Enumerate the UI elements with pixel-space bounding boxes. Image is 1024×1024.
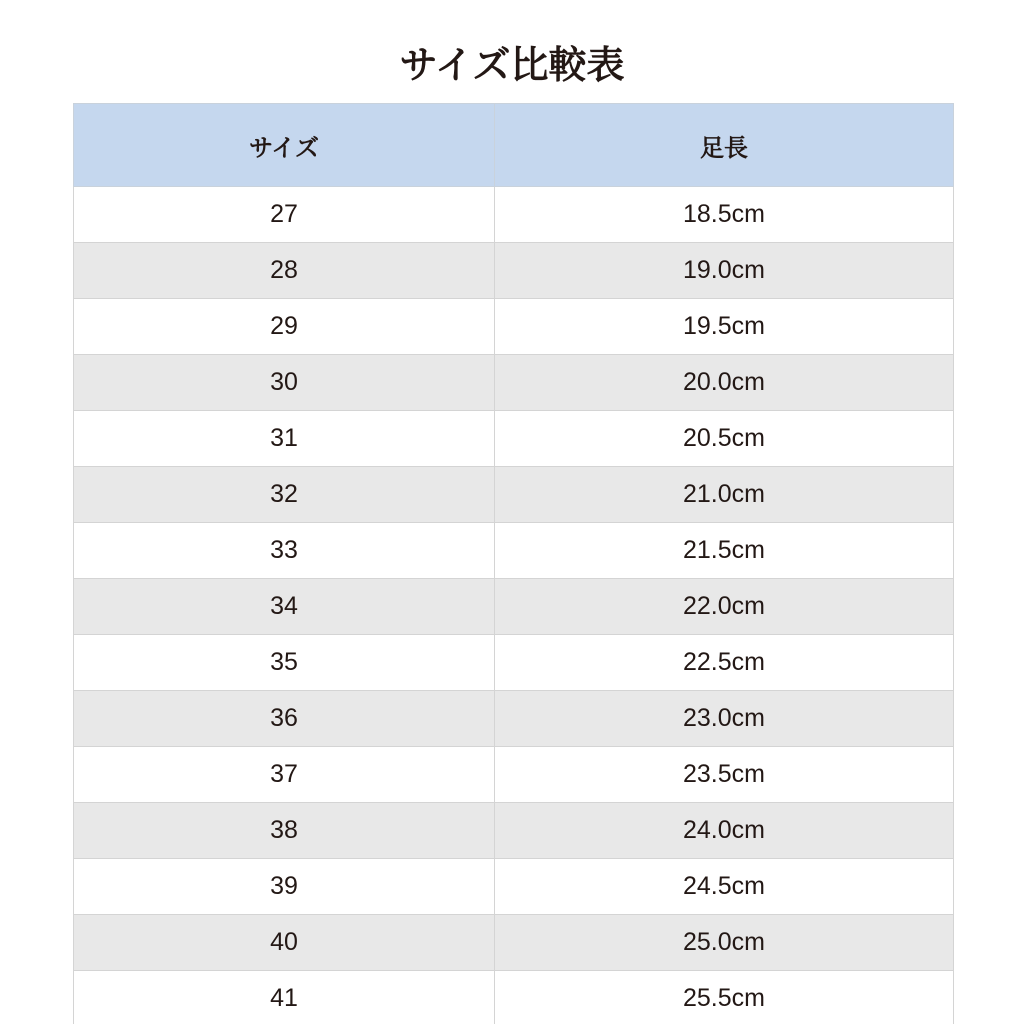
table-row <box>74 299 954 355</box>
foot-length-cell: 21.0cm <box>495 467 954 523</box>
size-cell: 28 <box>74 243 495 299</box>
table-row <box>74 467 954 523</box>
size-cell: 33 <box>74 523 495 579</box>
size-cell: 41 <box>74 971 495 1024</box>
foot-length-cell: 21.5cm <box>495 523 954 579</box>
page-title: サイズ比較表 <box>399 43 625 87</box>
size-cell: 35 <box>74 635 495 691</box>
column-header-size: サイズ <box>74 104 495 187</box>
size-cell: 34 <box>74 579 495 635</box>
size-cell: 31 <box>74 411 495 467</box>
size-cell: 38 <box>74 803 495 859</box>
foot-length-cell: 18.5cm <box>495 187 954 243</box>
foot-length-cell: 24.5cm <box>495 859 954 915</box>
table-row <box>74 859 954 915</box>
size-cell: 40 <box>74 915 495 971</box>
table-row <box>74 523 954 579</box>
table-row <box>74 187 954 243</box>
foot-length-cell: 20.5cm <box>495 411 954 467</box>
foot-length-cell: 25.5cm <box>495 971 954 1024</box>
foot-length-cell: 19.0cm <box>495 243 954 299</box>
table-row <box>74 747 954 803</box>
foot-length-cell: 22.0cm <box>495 579 954 635</box>
table-row <box>74 243 954 299</box>
table-header-row <box>74 104 954 187</box>
table-row <box>74 691 954 747</box>
table-row <box>74 579 954 635</box>
size-cell: 37 <box>74 747 495 803</box>
size-comparison-table <box>73 103 954 1024</box>
size-cell: 30 <box>74 355 495 411</box>
foot-length-cell: 25.0cm <box>495 915 954 971</box>
table-row <box>74 635 954 691</box>
table-row <box>74 355 954 411</box>
table-row <box>74 803 954 859</box>
foot-length-cell: 22.5cm <box>495 635 954 691</box>
table-row <box>74 971 954 1024</box>
foot-length-cell: 23.5cm <box>495 747 954 803</box>
foot-length-cell: 20.0cm <box>495 355 954 411</box>
foot-length-cell: 19.5cm <box>495 299 954 355</box>
size-cell: 27 <box>74 187 495 243</box>
table-row <box>74 411 954 467</box>
foot-length-cell: 23.0cm <box>495 691 954 747</box>
size-cell: 36 <box>74 691 495 747</box>
size-cell: 39 <box>74 859 495 915</box>
table-row <box>74 915 954 971</box>
size-cell: 32 <box>74 467 495 523</box>
foot-length-cell: 24.0cm <box>495 803 954 859</box>
column-header-foot-length: 足長 <box>495 104 954 187</box>
size-cell: 29 <box>74 299 495 355</box>
